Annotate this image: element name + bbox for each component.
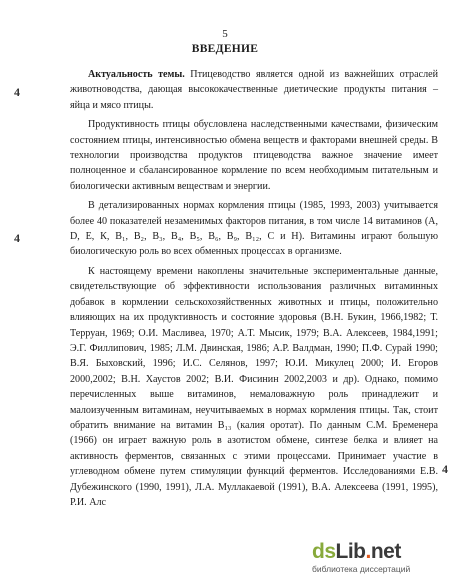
paragraph-text: К настоящему времени накоплены значительные экспериментальные данные, свидетельствующие об эффективности использования различных витаминных добавок в кормлении сельскохозяйственных животных и птицы, положительно влияющих на их продуктивность и состояние здоровья (В.Н. Букин, 1966,1982; Т. Терруан, 1969; О.И. Масливеа, 1970; А.Т. Мысик, 1979; В.А. Алексеев, 1984,1991; Э.Г. Филлипович, 1985; Л.М. Двинская, 1986; А.Р. Валдман, 1990; П.Ф. Сурай 1990; В.Я. Быховский, 1996; И.С. Селянов, 1997; Ю.И. Микулец 2000; И. Егоров 2000,2002; В.Н. Хаустов 2002; В.И. Фисинин 2002,2003 и др). Однако, помимо перечисленных выше витаминов, немаловажную роль принадлежит и малоизученным витаминам, неучитываемых в нормах кормления птицы. Так, стоит обратить внимание на витамин В₁₃ (калия оротат). По данным С.М. Бременера (1966) он играет важную роль в азотистом обмене, синтезе белка и влияет на активность ферментов, связанных с этими процессами. Принимает участие в углеводном обмене путем стимуляции функций ферментов. Исследованиями Е.В. Дубежинского (1990, 1991), Л.А. Муллакаевой (1991), В.А. Алексеева (1991, 1995), Р.И. Алс [70,265,438,508]
paragraph-research [70,264,438,511]
page-title: ВВЕДЕНИЕ [191,43,259,55]
margin-mark: 4 [442,462,448,476]
paragraph-text: В детализированных нормах кормления птицы (1985, 1993, 2003) учитывается более 40 показателей незаменимых факторов питания, в том числе 14 витаминов (А, D, Е, К, В₁, В₂, В₃, В₄, В₅, В₆, В₉, В₁₂, С и Н). Витамины играют большую биологическую роль во всех обменных процессах в организме. [70,200,438,258]
document-body [70,67,438,510]
paragraph-lead: Актуальность темы. [88,69,185,80]
margin-mark: 4 [14,231,20,245]
paragraph-productivity [70,117,438,194]
watermark-subtitle: библиотека диссертаций [312,564,411,574]
watermark [312,540,442,574]
page-number: 5 [222,28,228,40]
paragraph-text: Продуктивность птицы обусловлена наследственными качествами, физическим состоянием птицы, интенсивностью обмена веществ и факторами внешней среды. В технологии производства продуктов птицеводства важное значение имеет полноценное и сбалансированное кормление по всем необходимым питательным и биологически активным веществам и энергии. [70,119,438,192]
paragraph-norms [70,198,438,260]
paragraph-relevance [70,67,438,113]
paragraph-text: Птицеводство является одной из важнейших отраслей животноводства, дающая высококачественные диетические продукты питания – яйца и мясо птицы. [70,69,438,111]
margin-mark: 4 [14,85,20,99]
dslib-logo: dsLib.net [312,540,401,563]
